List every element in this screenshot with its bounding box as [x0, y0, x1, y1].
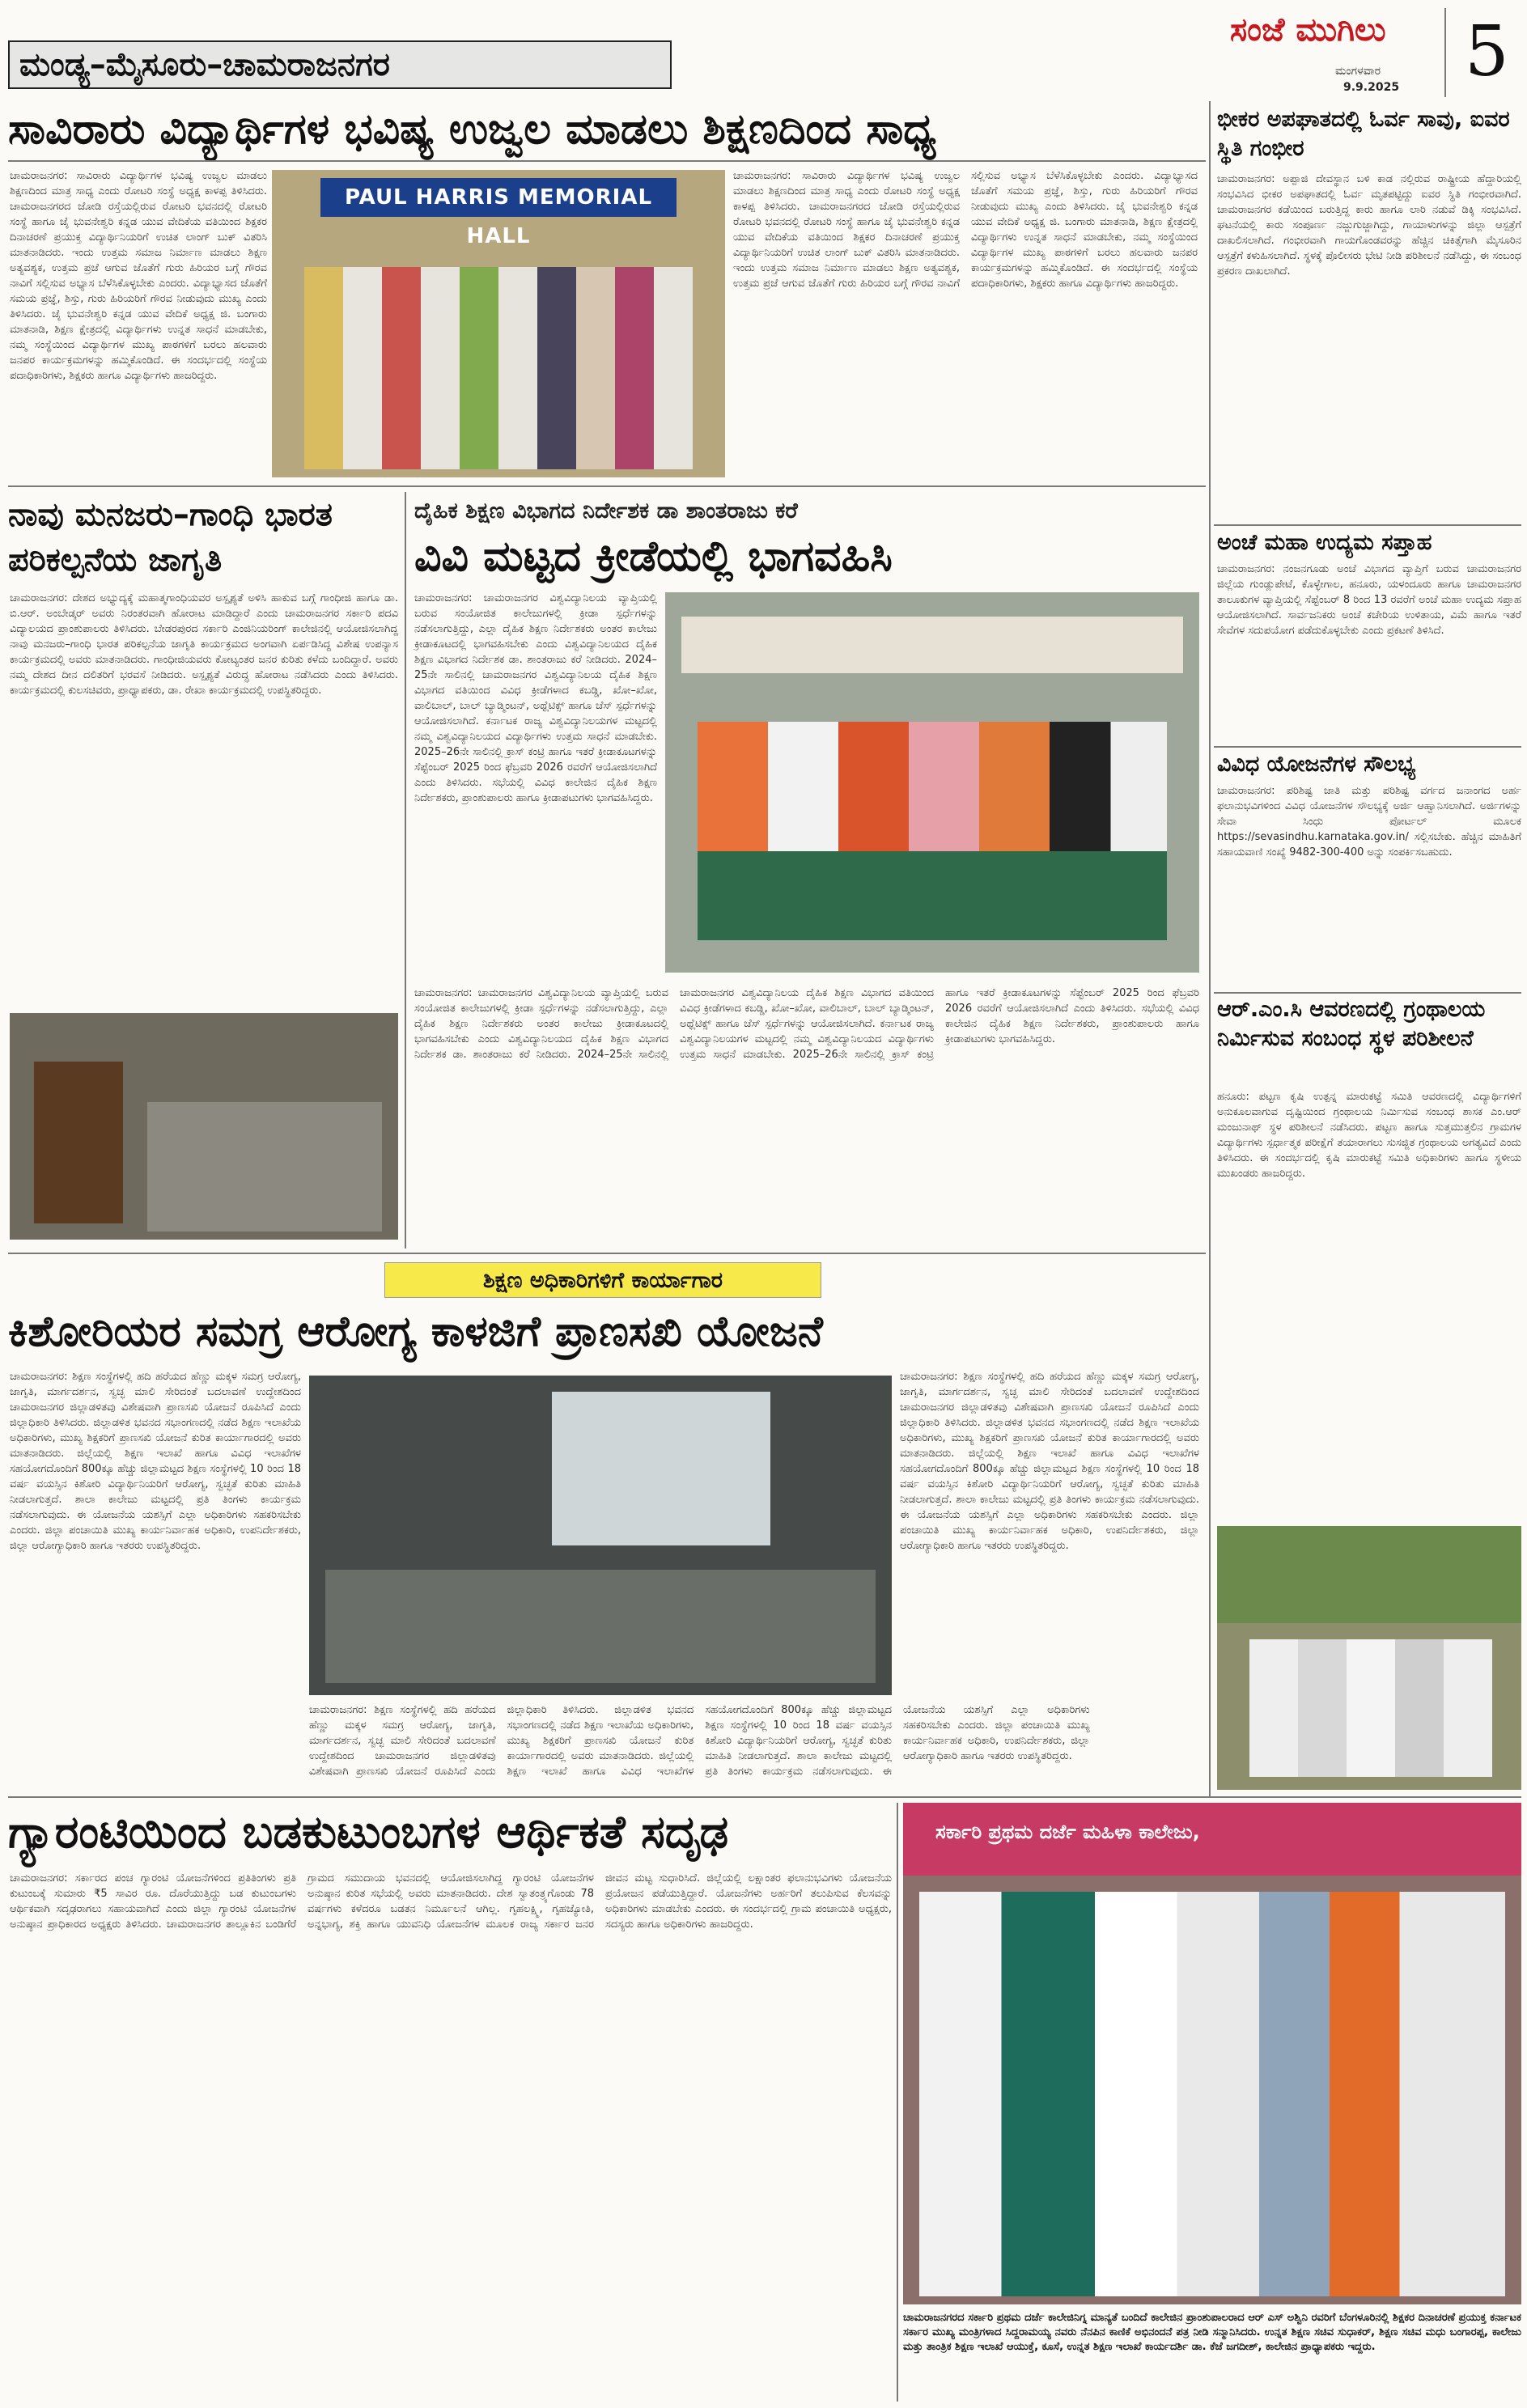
officials-group — [1249, 1639, 1492, 1777]
sidebar-s4-headline: ಆರ್.ಎಂ.ಸಿ ಆವರಣದಲ್ಲಿ ಗ್ರಂಥಾಲಯ ನಿರ್ಮಿಸುವ ಸಂಬಂಧ ಸ್ಥಳ ಪರಿಶೀಲನೆ — [1217, 997, 1486, 1051]
hall-banner: PAUL HARRIS MEMORIAL HALL — [320, 178, 677, 217]
story4-kicker-text: ಶಿಕ್ಷಣ ಅಧಿಕಾರಿಗಳಿಗೆ ಕಾರ್ಯಾಗಾರ — [482, 1268, 723, 1293]
sidebar-s2-body: ಚಾಮರಾಜನಗರ: ನಂಜನಗೂಡು ಅಂಚೆ ವಿಭಾಗದ ವ್ಯಾಪ್ತಿಗೆ ಬರುವ ಚಾಮರಾಜನಗರ ಜಿಲ್ಲೆಯ ಗುಂಡ್ಲುಪೇಟೆ, ಕೊಳ್ಳೇಗಾಲ, ಹನೂರು, ಯಳಂದೂರು ಹಾಗೂ ಚಾಮರಾಜನಗರ ತಾಲೂಕುಗಳ ವ್ಯಾಪ್ತಿಯಲ್ಲಿ ಸೆಪ್ಟೆಂಬರ್ 8 ರಿಂದ 13 ರವರೆಗೆ ಅಂಚೆ ಮಹಾ ಉದ್ಯಮ ಸಪ್ತಾಹ ಆಯೋಜಿಸಲಾಗಿದೆ. ಸಾರ್ವಜನಿಕರು ಅಂಚೆ ಕಚೇರಿಯ ಉಳಿತಾಯ, ವಿಮೆ ಹಾಗೂ ಇತರೆ ಸೇವೆಗಳ ಸದುಪಯೋಗ ಪಡೆದುಕೊಳ್ಳಬೇಕು ಎಂದು ಪ್ರಕಟಣೆ ತಿಳಿಸಿದೆ. — [1217, 563, 1521, 637]
story2-photo — [10, 1013, 398, 1240]
story4-kicker — [384, 1262, 821, 1298]
story1-photo — [272, 170, 725, 477]
story4-body-right: ಚಾಮರಾಜನಗರ: ಶಿಕ್ಷಣ ಸಂಸ್ಥೆಗಳಲ್ಲಿ ಹದಿ ಹರೆಯದ ಹೆಣ್ಣು ಮಕ್ಕಳ ಸಮಗ್ರ ಆರೋಗ್ಯ, ಜಾಗೃತಿ, ಮಾರ್ಗದರ್ಶನ, ಸ್ವಚ್ಛ ಮಾಲಿ ಸೇರಿದಂತೆ ಬದಲಾವಣೆ ಉದ್ದೇಶದಿಂದ ಚಾಮರಾಜನಗರ ಜಿಲ್ಲಾಡಳಿತವು ವಿಶೇಷವಾಗಿ ಪ್ರಾಣಸಖಿ ಯೋಜನೆ ರೂಪಿಸಿದೆ ಎಂದು ಜಿಲ್ಲಾಧಿಕಾರಿ ತಿಳಿಸಿದರು. ಜಿಲ್ಲಾಡಳಿತ ಭವನದ ಸಭಾಂಗಣದಲ್ಲಿ ನಡೆದ ಶಿಕ್ಷಣ ಇಲಾಖೆಯ ಅಧಿಕಾರಿಗಳು, ಮುಖ್ಯ ಶಿಕ್ಷಕರಿಗೆ ಪ್ರಾಣಸಖಿ ಯೋಜನೆ ಕುರಿತ ಕಾರ್ಯಾಗಾರದಲ್ಲಿ ಅವರು ಮಾತನಾಡಿದರು. ಜಿಲ್ಲೆಯಲ್ಲಿ ಶಿಕ್ಷಣ ಇಲಾಖೆ ಹಾಗೂ ವಿವಿಧ ಇಲಾಖೆಗಳ ಸಹಯೋಗದೊಂದಿಗೆ 800ಕ್ಕೂ ಹೆಚ್ಚು ಜಿಲ್ಲಾಮಟ್ಟದ ಶಿಕ್ಷಣ ಸಂಸ್ಥೆಗಳಲ್ಲಿ 10 ರಿಂದ 18 ವರ್ಷ ವಯಸ್ಸಿನ ಕಿಶೋರಿ ವಿದ್ಯಾರ್ಥಿನಿಯರಿಗೆ ಆರೋಗ್ಯ, ಸ್ವಚ್ಛತೆ ಕುರಿತು ಮಾಹಿತಿ ನೀಡಲಾಗುತ್ತದೆ. ಶಾಲಾ ಕಾಲೇಜು ಮಟ್ಟದಲ್ಲಿ ಪ್ರತಿ ತಿಂಗಳು ಕಾರ್ಯಕ್ರಮ ನಡೆಸಲಾಗುವುದು. ಈ ಯೋಜನೆಯ ಯಶಸ್ಸಿಗೆ ಎಲ್ಲಾ ಅಧಿಕಾರಿಗಳು ಸಹಕರಿಸಬೇಕು ಎಂದರು. ಜಿಲ್ಲಾ ಪಂಚಾಯಿತಿ ಮುಖ್ಯ ಕಾರ್ಯನಿರ್ವಾಹಕ ಅಧಿಕಾರಿ, ಉಪನಿರ್ದೇಶಕರು, ಜಿಲ್ಲಾ ಆರೋಗ್ಯಾಧಿಕಾರಿ ಹಾಗೂ ಇತರರು ಉಪಸ್ಥಿತರಿದ್ದರು. — [900, 1371, 1199, 1552]
story4-headline: ಕಿಶೋರಿಯರ ಸಮಗ್ರ ಆರೋಗ್ಯ ಕಾಳಜಿಗೆ ಪ್ರಾಣಸಖಿ ಯೋಜನೆ — [8, 1308, 823, 1356]
page-number: 5 — [1465, 11, 1509, 92]
sidebar-s1-body: ಚಾಮರಾಜನಗರ: ಅಪ್ಪಾಜಿ ದೇವಸ್ಥಾನ ಬಳಿ ಕಾಡ ನಲ್ಲಿರುವ ರಾಷ್ಟ್ರೀಯ ಹೆದ್ದಾರಿಯಲ್ಲಿ ಸಂಭವಿಸಿದ ಭೀಕರ ಅಪಘಾತದಲ್ಲಿ ಓರ್ವ ಮೃತಪಟ್ಟಿದ್ದು ಐವರ ಸ್ಥಿತಿ ಗಂಭೀರವಾಗಿದೆ. ಚಾಮರಾಜನಗರ ಕಡೆಯಿಂದ ಬರುತ್ತಿದ್ದ ಕಾರು ಹಾಗೂ ಲಾರಿ ನಡುವೆ ಡಿಕ್ಕಿ ಸಂಭವಿಸಿದೆ. ಘಟನೆಯಲ್ಲಿ ಕಾರು ಸಂಪೂರ್ಣ ನಜ್ಜುಗುಜ್ಜಾಗಿದ್ದು, ಗಾಯಾಳುಗಳನ್ನು ಜಿಲ್ಲಾ ಆಸ್ಪತ್ರೆಗೆ ದಾಖಲಿಸಲಾಗಿದೆ. ಗಂಭೀರವಾಗಿ ಗಾಯಗೊಂಡವರನ್ನು ಹೆಚ್ಚಿನ ಚಿಕಿತ್ಸೆಗಾಗಿ ಮೈಸೂರಿನ ಆಸ್ಪತ್ರೆಗೆ ಕಳುಹಿಸಲಾಗಿದೆ. ಸ್ಥಳಕ್ಕೆ ಪೊಲೀಸರು ಭೇಟಿ ನೀಡಿ ಪರಿಶೀಲನೆ ನಡೆಸಿದ್ದು, ಈ ಸಂಬಂಧ ಪ್ರಕರಣ ದಾಖಲಾಗಿದೆ. — [1217, 173, 1521, 278]
col-divider — [405, 492, 406, 1249]
divider — [8, 1253, 1206, 1254]
divider — [8, 1796, 1521, 1798]
story5-photo — [903, 1803, 1521, 2304]
publication-date: 9.9.2025 — [1343, 81, 1400, 94]
col-divider — [897, 1803, 898, 2402]
speaker-podium — [34, 1062, 123, 1223]
story3-body-top: ಚಾಮರಾಜನಗರ: ಚಾಮರಾಜನಗರ ವಿಶ್ವವಿದ್ಯಾನಿಲಯ ವ್ಯಾಪ್ತಿಯಲ್ಲಿ ಬರುವ ಸಂಯೋಜಿತ ಕಾಲೇಜುಗಳಲ್ಲಿ ಕ್ರೀಡಾ ಸ್ಪರ್ಧೆಗಳನ್ನು ನಡೆಸಲಾಗುತ್ತಿದ್ದು, ಎಲ್ಲಾ ದೈಹಿಕ ಶಿಕ್ಷಣ ನಿರ್ದೇಶಕರು ಅಂತರ ಕಾಲೇಜು ಕ್ರೀಡಾಕೂಟದಲ್ಲಿ ಭಾಗವಹಿಸಬೇಕು ಎಂದು ವಿಶ್ವವಿದ್ಯಾನಿಲಯದ ದೈಹಿಕ ಶಿಕ್ಷಣ ವಿಭಾಗದ ನಿರ್ದೇಶಕ ಡಾ. ಶಾಂತರಾಜು ಕರೆ ನೀಡಿದರು. 2024–25ನೇ ಸಾಲಿನಲ್ಲಿ ಚಾಮರಾಜನಗರ ವಿಶ್ವವಿದ್ಯಾನಿಲಯ ದೈಹಿಕ ಶಿಕ್ಷಣ ವಿಭಾಗದ ವತಿಯಿಂದ ವಿವಿಧ ಕ್ರೀಡೆಗಳಾದ ಕಬಡ್ಡಿ, ಖೋ–ಖೋ, ವಾಲಿಬಾಲ್, ಬಾಲ್ ಬ್ಯಾಡ್ಮಿಂಟನ್, ಅಥ್ಲೆಟಿಕ್ಸ್ ಹಾಗೂ ಚೆಸ್ ಸ್ಪರ್ಧೆಗಳನ್ನು ಆಯೋಜಿಸಲಾಗಿದೆ. ಕರ್ನಾಟಕ ರಾಜ್ಯ ವಿಶ್ವವಿದ್ಯಾನಿಲಯಗಳ ಮಟ್ಟದಲ್ಲಿ ನಮ್ಮ ವಿಶ್ವವಿದ್ಯಾನಿಲಯದ ವಿದ್ಯಾರ್ಥಿಗಳು ಉತ್ತಮ ಸಾಧನೆ ಮಾಡಬೇಕು. 2025–26ನೇ ಸಾಲಿನಲ್ಲಿ ಕ್ರಾಸ್ ಕಂಟ್ರಿ ಹಾಗೂ ಇತರೆ ಕ್ರೀಡಾಕೂಟಗಳನ್ನು ಸೆಪ್ಟೆಂಬರ್ 2025 ರಿಂದ ಫೆಬ್ರವರಿ 2026 ರವರೆಗೆ ಆಯೋಜಿಸಲಾಗಿದೆ ಎಂದು ತಿಳಿಸಿದರು. ಸಭೆಯಲ್ಲಿ ವಿವಿಧ ಕಾಲೇಜಿನ ದೈಹಿಕ ಶಿಕ್ಷಣ ನಿರ್ದೇಶಕರು, ಪ್ರಾಂಶುಪಾಲರು ಹಾಗೂ ಕ್ರೀಡಾಪಟುಗಳು ಭಾಗವಹಿಸಿದ್ದರು. — [414, 592, 657, 804]
story5-caption: ಚಾಮರಾಜನಗರದ ಸರ್ಕಾರಿ ಪ್ರಥಮ ದರ್ಜೆ ಕಾಲೇಜಿನಿಗ್ನ ಮಾನ್ಯತೆ ಬಂದಿದೆ ಕಾಲೇಜಿನ ಪ್ರಾಂಶುಪಾಲರಾದ ಆರ್ ಎಸ್ ಅಶ್ವಿನಿ ರವರಿಗೆ ಬೆಂಗಳೂರಿನಲ್ಲಿ ಶಿಕ್ಷಕರ ದಿನಾಚರಣೆ ಪ್ರಯುಕ್ತ ಕರ್ನಾಟಕ ಸರ್ಕಾರ ಮುಖ್ಯ ಮಂತ್ರಿಗಳಾದ ಸಿದ್ದರಾಮಯ್ಯ ನವರು ನೆನಪಿನ ಕಾಣಿಕೆ ಅಭಿನಂದನೆ ಪತ್ರ ನೀಡಿ ಸನ್ಮಾನಿಸಿದರು. ಉನ್ನತ ಶಿಕ್ಷಣ ಸಚಿವ ಸುಧಾಕರ್, ಶಿಕ್ಷಣ ಸಚಿವ ಮಧು ಬಂಗಾರಪ್ಪ, ಕಾಲೇಜು ಮತ್ತು ತಾಂತ್ರಿಕ ಶಿಕ್ಷಣ ಇಲಾಖೆ ಆಯುಕ್ತೆ, ಕೂಸೆ, ಉನ್ನತ ಶಿಕ್ಷಣ ಇಲಾಖೆ ಕಾರ್ಯದರ್ಶಿ ಡಾ. ಕೆಜೆ ಜಗದೀಶ್, ಕಾಲೇಜಿನ ಪ್ರಾಧ್ಯಾಪಕರು ಇದ್ದರು. — [903, 2312, 1521, 2353]
divider — [8, 485, 1206, 487]
story3-body-bottom: ಚಾಮರಾಜನಗರ: ಚಾಮರಾಜನಗರ ವಿಶ್ವವಿದ್ಯಾನಿಲಯ ವ್ಯಾಪ್ತಿಯಲ್ಲಿ ಬರುವ ಸಂಯೋಜಿತ ಕಾಲೇಜುಗಳಲ್ಲಿ ಕ್ರೀಡಾ ಸ್ಪರ್ಧೆಗಳನ್ನು ನಡೆಸಲಾಗುತ್ತಿದ್ದು, ಎಲ್ಲಾ ದೈಹಿಕ ಶಿಕ್ಷಣ ನಿರ್ದೇಶಕರು ಅಂತರ ಕಾಲೇಜು ಕ್ರೀಡಾಕೂಟದಲ್ಲಿ ಭಾಗವಹಿಸಬೇಕು ಎಂದು ವಿಶ್ವವಿದ್ಯಾನಿಲಯದ ದೈಹಿಕ ಶಿಕ್ಷಣ ವಿಭಾಗದ ನಿರ್ದೇಶಕ ಡಾ. ಶಾಂತರಾಜು ಕರೆ ನೀಡಿದರು. 2024–25ನೇ ಸಾಲಿನಲ್ಲಿ ಚಾಮರಾಜನಗರ ವಿಶ್ವವಿದ್ಯಾನಿಲಯ ದೈಹಿಕ ಶಿಕ್ಷಣ ವಿಭಾಗದ ವತಿಯಿಂದ ವಿವಿಧ ಕ್ರೀಡೆಗಳಾದ ಕಬಡ್ಡಿ, ಖೋ–ಖೋ, ವಾಲಿಬಾಲ್, ಬಾಲ್ ಬ್ಯಾಡ್ಮಿಂಟನ್, ಅಥ್ಲೆಟಿಕ್ಸ್ ಹಾಗೂ ಚೆಸ್ ಸ್ಪರ್ಧೆಗಳನ್ನು ಆಯೋಜಿಸಲಾಗಿದೆ. ಕರ್ನಾಟಕ ರಾಜ್ಯ ವಿಶ್ವವಿದ್ಯಾನಿಲಯಗಳ ಮಟ್ಟದಲ್ಲಿ ನಮ್ಮ ವಿಶ್ವವಿದ್ಯಾನಿಲಯದ ವಿದ್ಯಾರ್ಥಿಗಳು ಉತ್ತಮ ಸಾಧನೆ ಮಾಡಬೇಕು. 2025–26ನೇ ಸಾಲಿನಲ್ಲಿ ಕ್ರಾಸ್ ಕಂಟ್ರಿ ಹಾಗೂ ಇತರೆ ಕ್ರೀಡಾಕೂಟಗಳನ್ನು ಸೆಪ್ಟೆಂಬರ್ 2025 ರಿಂದ ಫೆಬ್ರವರಿ 2026 ರವರೆಗೆ ಆಯೋಜಿಸಲಾಗಿದೆ ಎಂದು ತಿಳಿಸಿದರು. ಸಭೆಯಲ್ಲಿ ವಿವಿಧ ಕಾಲೇಜಿನ ದೈಹಿಕ ಶಿಕ್ಷಣ ನಿರ್ದೇಶಕರು, ಪ್ರಾಂಶುಪಾಲರು ಹಾಗೂ ಕ್ರೀಡಾಪಟುಗಳು ಭಾಗವಹಿಸಿದ್ದರು. — [414, 987, 1199, 1061]
masthead-divider — [1444, 8, 1446, 97]
story3-kicker: ದೈಹಿಕ ಶಿಕ್ಷಣ ವಿಭಾಗದ ನಿರ್ದೇಶಕ ಡಾ ಶಾಂತರಾಜು ಕರೆ — [414, 498, 798, 524]
divider — [1214, 746, 1521, 748]
story5-headline: ಗ್ಯಾರಂಟಿಯಿಂದ ಬಡಕುಟುಂಬಗಳ ಆರ್ಥಿಕತೆ ಸದೃಢ — [8, 1806, 729, 1859]
story2-body: ಚಾಮರಾಜನಗರ: ದೇಶದ ಅಭ್ಯುದ್ಯಕ್ಕೆ ಮಹಾತ್ಮಗಾಂಧಿಯವರ ಅಸ್ಪೃಶ್ಯತೆ ಅಳಿಸಿ ಹಾಕುವ ಬಗ್ಗೆ ಗಾಂಧೀಜಿ ಹಾಗೂ ಡಾ. ಬಿ.ಆರ್. ಅಂಬೇಡ್ಕರ್ ಅವರು ನಿರಂತರವಾಗಿ ಹೋರಾಟ ಮಾಡಿದ್ದಾರೆ ಎಂದು ಚಾಮರಾಜನಗರ ಸರ್ಕಾರಿ ಪದವಿ ವಿದ್ಯಾಲಯದ ಪ್ರಾಂಶುಪಾಲರು ತಿಳಿಸಿದರು. ಬೇಡರಪುರದ ಸರ್ಕಾರಿ ಎಂಜಿನಿಯರಿಂಗ್ ಕಾಲೇಜಿನಲ್ಲಿ ಆಯೋಜಿಸಲಾಗಿದ್ದ ನಾವು ಮನಜರು–ಗಾಂಧಿ ಭಾರತ ಪರಿಕಲ್ಪನೆಯ ಜಾಗೃತಿ ಕಾರ್ಯಕ್ರಮದ ಅಂಗವಾಗಿ ಏರ್ಪಡಿಸಿದ್ದ ವಿಶೇಷ ಉಪನ್ಯಾಸ ಕಾರ್ಯಕ್ರಮದಲ್ಲಿ ಅವರು ಮಾತನಾಡಿದರು. ಗಾಂಧೀಜಿಯವರು ಕೋಟ್ಯಂತರ ಜನರ ಕುರಿತು ಕಳೆದು ಬಂದಿದ್ದಾರೆ. ಅವರು ನಮ್ಮ ದೇಶದ ದೀನ ದಲಿತರಿಗೆ ಭರವಸೆ ನೀಡಿದರು. ಅಸ್ಪೃಶ್ಯತೆ ವಿರುದ್ಧ ಹೋರಾಟ ನಡೆಸಿದರು ಎಂದು ತಿಳಿಸಿದರು. ಕಾರ್ಯಕ್ರಮದಲ್ಲಿ ಕುಲಸಚಿವರು, ಪ್ರಾಧ್ಯಾಪಕರು, ಡಾ. ರೇಖಾ ಕಾರ್ಯಕ್ರಮದಲ್ಲಿ ಉಪಸ್ಥಿತರಿದ್ದರು. — [10, 592, 398, 697]
sidebar-s3-headline: ವಿವಿಧ ಯೋಜನೆಗಳ ಸೌಲಭ್ಯ — [1217, 752, 1416, 777]
story4-body-bottom: ಚಾಮರಾಜನಗರ: ಶಿಕ್ಷಣ ಸಂಸ್ಥೆಗಳಲ್ಲಿ ಹದಿ ಹರೆಯದ ಹೆಣ್ಣು ಮಕ್ಕಳ ಸಮಗ್ರ ಆರೋಗ್ಯ, ಜಾಗೃತಿ, ಮಾರ್ಗದರ್ಶನ, ಸ್ವಚ್ಛ ಮಾಲಿ ಸೇರಿದಂತೆ ಬದಲಾವಣೆ ಉದ್ದೇಶದಿಂದ ಚಾಮರಾಜನಗರ ಜಿಲ್ಲಾಡಳಿತವು ವಿಶೇಷವಾಗಿ ಪ್ರಾಣಸಖಿ ಯೋಜನೆ ರೂಪಿಸಿದೆ ಎಂದು ಜಿಲ್ಲಾಧಿಕಾರಿ ತಿಳಿಸಿದರು. ಜಿಲ್ಲಾಡಳಿತ ಭವನದ ಸಭಾಂಗಣದಲ್ಲಿ ನಡೆದ ಶಿಕ್ಷಣ ಇಲಾಖೆಯ ಅಧಿಕಾರಿಗಳು, ಮುಖ್ಯ ಶಿಕ್ಷಕರಿಗೆ ಪ್ರಾಣಸಖಿ ಯೋಜನೆ ಕುರಿತ ಕಾರ್ಯಾಗಾರದಲ್ಲಿ ಅವರು ಮಾತನಾಡಿದರು. ಜಿಲ್ಲೆಯಲ್ಲಿ ಶಿಕ್ಷಣ ಇಲಾಖೆ ಹಾಗೂ ವಿವಿಧ ಇಲಾಖೆಗಳ ಸಹಯೋಗದೊಂದಿಗೆ 800ಕ್ಕೂ ಹೆಚ್ಚು ಜಿಲ್ಲಾಮಟ್ಟದ ಶಿಕ್ಷಣ ಸಂಸ್ಥೆಗಳಲ್ಲಿ 10 ರಿಂದ 18 ವರ್ಷ ವಯಸ್ಸಿನ ಕಿಶೋರಿ ವಿದ್ಯಾರ್ಥಿನಿಯರಿಗೆ ಆರೋಗ್ಯ, ಸ್ವಚ್ಛತೆ ಕುರಿತು ಮಾಹಿತಿ ನೀಡಲಾಗುತ್ತದೆ. ಶಾಲಾ ಕಾಲೇಜು ಮಟ್ಟದಲ್ಲಿ ಪ್ರತಿ ತಿಂಗಳು ಕಾರ್ಯಕ್ರಮ ನಡೆಸಲಾಗುವುದು. ಈ ಯೋಜನೆಯ ಯಶಸ್ಸಿಗೆ ಎಲ್ಲಾ ಅಧಿಕಾರಿಗಳು ಸಹಕರಿಸಬೇಕು ಎಂದರು. ಜಿಲ್ಲಾ ಪಂಚಾಯಿತಿ ಮುಖ್ಯ ಕಾರ್ಯನಿರ್ವಾಹಕ ಅಧಿಕಾರಿ, ಉಪನಿರ್ದೇಶಕರು, ಜಿಲ್ಲಾ ಆರೋಗ್ಯಾಧಿಕಾರಿ ಹಾಗೂ ಇತರರು ಉಪಸ್ಥಿತರಿದ್ದರು. — [309, 1704, 1090, 1778]
stage-banner — [903, 1803, 1521, 1876]
banner-board — [681, 617, 1183, 673]
sidebar-divider — [1209, 101, 1211, 1796]
divider — [1214, 992, 1521, 994]
sidebar-s1-headline: ಭೀಕರ ಅಪಘಾತದಲ್ಲಿ ಓರ್ವ ಸಾವು, ಐವರ ಸ್ಥಿತಿ ಗಂಭೀರ — [1217, 107, 1510, 161]
story3-photo — [665, 592, 1199, 973]
paper-logo — [1230, 11, 1449, 60]
audience — [147, 1102, 382, 1232]
audience-seats — [325, 1570, 876, 1683]
stage-banner-text: ಸರ್ಕಾರಿ ಪ್ರಥಮ ದರ್ಜೆ ಮಹಿಳಾ ಕಾಲೇಜು, — [935, 1821, 1200, 1843]
tree-canopy — [1217, 1526, 1521, 1623]
story1-body-right: ಚಾಮರಾಜನಗರ: ಸಾವಿರಾರು ವಿದ್ಯಾರ್ಥಿಗಳ ಭವಿಷ್ಯ ಉಜ್ವಲ ಮಾಡಲು ಶಿಕ್ಷಣದಿಂದ ಮಾತ್ರ ಸಾಧ್ಯ ಎಂದು ರೋಟರಿ ಸಂಸ್ಥೆ ಅಧ್ಯಕ್ಷ ಕಾಳಪ್ಪ ತಿಳಿಸಿದರು. ಚಾಮರಾಜನಗರದ ಜೋಡಿ ರಸ್ತೆಯಲ್ಲಿರುವ ರೋಟರಿ ಭವನದಲ್ಲಿ ರೋಟರಿ ಸಂಸ್ಥೆ ಹಾಗೂ ಜೈ ಭುವನೇಶ್ವರಿ ಕನ್ನಡ ಯುವ ವೇದಿಕೆಯ ವತಿಯಿಂದ ಶಿಕ್ಷಕರ ದಿನಾಚರಣೆ ಪ್ರಯುಕ್ತ ವಿದ್ಯಾರ್ಥಿನಿಯರಿಗೆ ಉಚಿತ ಲಾಂಗ್ ಬುಕ್ ವಿತರಿಸಿ ಮಾತನಾಡಿದರು. ಇಂದು ಉತ್ತಮ ಸಮಾಜ ನಿರ್ಮಾಣ ಮಾಡಲು ಶಿಕ್ಷಣ ಅತ್ಯವಶ್ಯಕ, ಉತ್ತಮ ಪ್ರಜೆ ಆಗುವ ಜೊತೆಗೆ ಗುರು ಹಿರಿಯರ ಬಗ್ಗೆ ಗೌರವ ನಾವಿಗೆ ಸಲ್ಲಿಸುವ ಅಭ್ಯಾಸ ಬೆಳೆಸಿಕೊಳ್ಳಬೇಕು ಎಂದರು. ವಿದ್ಯಾಭ್ಯಾಸದ ಜೊತೆಗೆ ಸಮಯ ಪ್ರಜ್ಞೆ, ಶಿಸ್ತು, ಗುರು ಹಿರಿಯರಿಗೆ ಗೌರವ ನೀಡುವುದು ಮುಖ್ಯ ಎಂದು ತಿಳಿಸಿದರು. ಜೈ ಭುವನೇಶ್ವರಿ ಕನ್ನಡ ಯುವ ವೇದಿಕೆ ಅಧ್ಯಕ್ಷ ಜಿ. ಬಂಗಾರು ಮಾತನಾಡಿ, ಶಿಕ್ಷಣ ಕ್ಷೇತ್ರದಲ್ಲಿ ವಿದ್ಯಾರ್ಥಿಗಳು ಉನ್ನತ ಸಾಧನೆ ಮಾಡಬೇಕು, ನಮ್ಮ ಸಂಸ್ಥೆಯಿಂದ ವಿದ್ಯಾರ್ಥಿಗಳ ಮುಖ್ಯ ಪಾಠಗಳಿಗೆ ಬರಲು ಹಲವಾರು ಜನಪರ ಕಾರ್ಯಕ್ರಮಗಳನ್ನು ಹಮ್ಮಿಕೊಂಡಿದೆ. ಈ ಸಂದರ್ಭದಲ್ಲಿ ಸಂಸ್ಥೆಯ ಪದಾಧಿಕಾರಿಗಳು, ಶಿಕ್ಷಕರು ಹಾಗೂ ವಿದ್ಯಾರ್ಥಿಗಳು ಹಾಜರಿದ್ದರು. — [733, 170, 1198, 290]
sidebar-s4-body: ಹನೂರು: ಪಟ್ಟಣ ಕೃಷಿ ಉತ್ಪನ್ನ ಮಾರುಕಟ್ಟೆ ಸಮಿತಿ ಆವರಣದಲ್ಲಿ ವಿದ್ಯಾರ್ಥಿಗಳಿಗೆ ಅನುಕೂಲವಾಗುವ ದೃಷ್ಟಿಯಿಂದ ಗ್ರಂಥಾಲಯ ನಿರ್ಮಿಸುವ ಸಂಬಂಧ ಶಾಸಕ ಎಂ.ಆರ್ ಮಂಜುನಾಥ್ ಸ್ಥಳ ಪರಿಶೀಲನೆ ನಡೆಸಿದರು. ಪಟ್ಟಣ ಹಾಗೂ ಸುತ್ತಮುತ್ತಲಿನ ಗ್ರಾಮಗಳ ವಿದ್ಯಾರ್ಥಿಗಳು ಸ್ಪರ್ಧಾತ್ಮಕ ಪರೀಕ್ಷೆಗೆ ತಯಾರಾಗಲು ಸುಸಜ್ಜಿತ ಗ್ರಂಥಾಲಯ ಅಗತ್ಯವಿದೆ ಎಂದು ತಿಳಿಸಿದರು. ಈ ಸಂದರ್ಭದಲ್ಲಿ ಕೃಷಿ ಮಾರುಕಟ್ಟೆ ಸಮಿತಿ ಅಧಿಕಾರಿಗಳು ಹಾಗೂ ಸ್ಥಳೀಯ ಮುಖಂಡರು ಹಾಜರಿದ್ದರು. — [1217, 1091, 1521, 1180]
award-group — [919, 1892, 1505, 2296]
students-group — [304, 267, 693, 469]
story1-headline: ಸಾವಿರಾರು ವಿದ್ಯಾರ್ಥಿಗಳ ಭವಿಷ್ಯ ಉಜ್ವಲ ಮಾಡಲು ಶಿಕ್ಷಣದಿಂದ ಸಾಧ್ಯ — [8, 105, 936, 154]
headline-rule — [8, 160, 1206, 162]
dais-table — [698, 851, 1167, 940]
story5-body: ಚಾಮರಾಜನಗರ: ಸರ್ಕಾರದ ಪಂಚ ಗ್ಯಾರಂಟಿ ಯೋಜನೆಗಳಿಂದ ಪ್ರತಿತಿಂಗಳು ಪ್ರತಿ ಕುಟುಂಬಕ್ಕೆ ಸುಮಾರು ₹5 ಸಾವಿರ ರೂ. ದೊರೆಯುತ್ತಿದ್ದು ಬಡ ಕುಟುಂಬಗಳು ಆರ್ಥಿಕವಾಗಿ ಸದೃಢರಾಗಲು ಸಹಾಯವಾಗಿದೆ ಎಂದು ಜಿಲ್ಲಾ ಗ್ಯಾರಂಟಿ ಯೋಜನೆಗಳ ಅನುಷ್ಠಾನ ಪ್ರಾಧಿಕಾರದ ಅಧ್ಯಕ್ಷರು ತಿಳಿಸಿದರು. ಚಾಮರಾಜನಗರ ತಾಲ್ಲೂಕಿನ ಬಂಡಿಗೆರೆ ಗ್ರಾಮದ ಸಮುದಾಯ ಭವನದಲ್ಲಿ ಆಯೋಜಿಸಲಾಗಿದ್ದ ಗ್ಯಾರಂಟಿ ಯೋಜನೆಗಳ ಅನುಷ್ಠಾನ ಕುರಿತ ಸಭೆಯಲ್ಲಿ ಅವರು ಮಾತನಾಡಿದರು. ದೇಶ ಸ್ವಾತಂತ್ರ್ಯಗೊಂಡು 78 ವರ್ಷಗಳು ಕಳೆದರೂ ಬಡತನ ನಿರ್ಮೂಲನೆ ಆಗಿಲ್ಲ. ಗೃಹಲಕ್ಷ್ಮಿ, ಗೃಹಜ್ಯೋತಿ, ಅನ್ನಭಾಗ್ಯ, ಶಕ್ತಿ ಹಾಗೂ ಯುವನಿಧಿ ಯೋಜನೆಗಳ ಮೂಲಕ ರಾಜ್ಯ ಸರ್ಕಾರ ಜನರ ಜೀವನ ಮಟ್ಟ ಸುಧಾರಿಸಿದೆ. ಜಿಲ್ಲೆಯಲ್ಲಿ ಲಕ್ಷಾಂತರ ಫಲಾನುಭವಿಗಳು ಯೋಜನೆಯ ಪ್ರಯೋಜನ ಪಡೆಯುತ್ತಿದ್ದಾರೆ. ಯೋಜನೆಗಳು ಅರ್ಹರಿಗೆ ತಲುಪಿಸುವ ಕೆಲಸವನ್ನು ಅಧಿಕಾರಿಗಳು ಮಾಡಬೇಕು ಎಂದರು. ಈ ಸಂದರ್ಭದಲ್ಲಿ ಗ್ರಾಮ ಪಂಚಾಯಿತಿ ಅಧ್ಯಕ್ಷರು, ಸದಸ್ಯರು ಹಾಗೂ ಅಧಿಕಾರಿಗಳು ಹಾಜರಿದ್ದರು. — [10, 1872, 892, 1931]
guests-row — [698, 722, 1167, 851]
projector-screen — [552, 1392, 770, 1545]
story3-headline: ವಿವಿ ಮಟ್ಟದ ಕ್ರೀಡೆಯಲ್ಲಿ ಭಾಗವಹಿಸಿ — [414, 532, 893, 581]
story1-body-left: ಚಾಮರಾಜನಗರ: ಸಾವಿರಾರು ವಿದ್ಯಾರ್ಥಿಗಳ ಭವಿಷ್ಯ ಉಜ್ವಲ ಮಾಡಲು ಶಿಕ್ಷಣದಿಂದ ಮಾತ್ರ ಸಾಧ್ಯ ಎಂದು ರೋಟರಿ ಸಂಸ್ಥೆ ಅಧ್ಯಕ್ಷ ಕಾಳಪ್ಪ ತಿಳಿಸಿದರು. ಚಾಮರಾಜನಗರದ ಜೋಡಿ ರಸ್ತೆಯಲ್ಲಿರುವ ರೋಟರಿ ಭವನದಲ್ಲಿ ರೋಟರಿ ಸಂಸ್ಥೆ ಹಾಗೂ ಜೈ ಭುವನೇಶ್ವರಿ ಕನ್ನಡ ಯುವ ವೇದಿಕೆಯ ವತಿಯಿಂದ ಶಿಕ್ಷಕರ ದಿನಾಚರಣೆ ಪ್ರಯುಕ್ತ ವಿದ್ಯಾರ್ಥಿನಿಯರಿಗೆ ಉಚಿತ ಲಾಂಗ್ ಬುಕ್ ವಿತರಿಸಿ ಮಾತನಾಡಿದರು. ಇಂದು ಉತ್ತಮ ಸಮಾಜ ನಿರ್ಮಾಣ ಮಾಡಲು ಶಿಕ್ಷಣ ಅತ್ಯವಶ್ಯಕ, ಉತ್ತಮ ಪ್ರಜೆ ಆಗುವ ಜೊತೆಗೆ ಗುರು ಹಿರಿಯರ ಬಗ್ಗೆ ಗೌರವ ನಾವಿಗೆ ಸಲ್ಲಿಸುವ ಅಭ್ಯಾಸ ಬೆಳೆಸಿಕೊಳ್ಳಬೇಕು ಎಂದರು. ವಿದ್ಯಾಭ್ಯಾಸದ ಜೊತೆಗೆ ಸಮಯ ಪ್ರಜ್ಞೆ, ಶಿಸ್ತು, ಗುರು ಹಿರಿಯರಿಗೆ ಗೌರವ ನೀಡುವುದು ಮುಖ್ಯ ಎಂದು ತಿಳಿಸಿದರು. ಜೈ ಭುವನೇಶ್ವರಿ ಕನ್ನಡ ಯುವ ವೇದಿಕೆ ಅಧ್ಯಕ್ಷ ಜಿ. ಬಂಗಾರು ಮಾತನಾಡಿ, ಶಿಕ್ಷಣ ಕ್ಷೇತ್ರದಲ್ಲಿ ವಿದ್ಯಾರ್ಥಿಗಳು ಉನ್ನತ ಸಾಧನೆ ಮಾಡಬೇಕು, ನಮ್ಮ ಸಂಸ್ಥೆಯಿಂದ ವಿದ್ಯಾರ್ಥಿಗಳ ಮುಖ್ಯ ಪಾಠಗಳಿಗೆ ಬರಲು ಹಲವಾರು ಜನಪರ ಕಾರ್ಯಕ್ರಮಗಳನ್ನು ಹಮ್ಮಿಕೊಂಡಿದೆ. ಈ ಸಂದರ್ಭದಲ್ಲಿ ಸಂಸ್ಥೆಯ ಪದಾಧಿಕಾರಿಗಳು, ಶಿಕ್ಷಕರು ಹಾಗೂ ವಿದ್ಯಾರ್ಥಿಗಳು ಹಾಜರಿದ್ದರು. — [10, 170, 267, 382]
story4-photo — [309, 1376, 892, 1695]
sidebar-s3-body: ಚಾಮರಾಜನಗರ: ಪರಿಶಿಷ್ಟ ಜಾತಿ ಮತ್ತು ಪರಿಶಿಷ್ಟ ವರ್ಗದ ಜನಾಂಗದ ಅರ್ಹ ಫಲಾನುಭವಿಗಳಿಂದ ವಿವಿಧ ಯೋಜನೆಗಳ ಸೌಲಭ್ಯಕ್ಕೆ ಅರ್ಜಿ ಆಹ್ವಾನಿಸಲಾಗಿದೆ. ಅರ್ಜಿಗಳನ್ನು ಸೇವಾ ಸಿಂಧು ಪೋರ್ಟಲ್ ಮೂಲಕ https://sevasindhu.karnataka.gov.in/ ಸಲ್ಲಿಸಬೇಕು. ಹೆಚ್ಚಿನ ಮಾಹಿತಿಗೆ ಸಹಾಯವಾಣಿ ಸಂಖ್ಯೆ 9482-300-400 ಅನ್ನು ಸಂಪರ್ಕಿಸಬಹುದು. — [1217, 785, 1521, 858]
divider — [1214, 524, 1521, 526]
publication-day: ಮಂಗಳವಾರ — [1335, 65, 1381, 78]
sidebar-s2-headline: ಅಂಚೆ ಮಹಾ ಉದ್ಯಮ ಸಪ್ತಾಹ — [1217, 530, 1432, 555]
story4-body-left: ಚಾಮರಾಜನಗರ: ಶಿಕ್ಷಣ ಸಂಸ್ಥೆಗಳಲ್ಲಿ ಹದಿ ಹರೆಯದ ಹೆಣ್ಣು ಮಕ್ಕಳ ಸಮಗ್ರ ಆರೋಗ್ಯ, ಜಾಗೃತಿ, ಮಾರ್ಗದರ್ಶನ, ಸ್ವಚ್ಛ ಮಾಲಿ ಸೇರಿದಂತೆ ಬದಲಾವಣೆ ಉದ್ದೇಶದಿಂದ ಚಾಮರಾಜನಗರ ಜಿಲ್ಲಾಡಳಿತವು ವಿಶೇಷವಾಗಿ ಪ್ರಾಣಸಖಿ ಯೋಜನೆ ರೂಪಿಸಿದೆ ಎಂದು ಜಿಲ್ಲಾಧಿಕಾರಿ ತಿಳಿಸಿದರು. ಜಿಲ್ಲಾಡಳಿತ ಭವನದ ಸಭಾಂಗಣದಲ್ಲಿ ನಡೆದ ಶಿಕ್ಷಣ ಇಲಾಖೆಯ ಅಧಿಕಾರಿಗಳು, ಮುಖ್ಯ ಶಿಕ್ಷಕರಿಗೆ ಪ್ರಾಣಸಖಿ ಯೋಜನೆ ಕುರಿತ ಕಾರ್ಯಾಗಾರದಲ್ಲಿ ಅವರು ಮಾತನಾಡಿದರು. ಜಿಲ್ಲೆಯಲ್ಲಿ ಶಿಕ್ಷಣ ಇಲಾಖೆ ಹಾಗೂ ವಿವಿಧ ಇಲಾಖೆಗಳ ಸಹಯೋಗದೊಂದಿಗೆ 800ಕ್ಕೂ ಹೆಚ್ಚು ಜಿಲ್ಲಾಮಟ್ಟದ ಶಿಕ್ಷಣ ಸಂಸ್ಥೆಗಳಲ್ಲಿ 10 ರಿಂದ 18 ವರ್ಷ ವಯಸ್ಸಿನ ಕಿಶೋರಿ ವಿದ್ಯಾರ್ಥಿನಿಯರಿಗೆ ಆರೋಗ್ಯ, ಸ್ವಚ್ಛತೆ ಕುರಿತು ಮಾಹಿತಿ ನೀಡಲಾಗುತ್ತದೆ. ಶಾಲಾ ಕಾಲೇಜು ಮಟ್ಟದಲ್ಲಿ ಪ್ರತಿ ತಿಂಗಳು ಕಾರ್ಯಕ್ರಮ ನಡೆಸಲಾಗುವುದು. ಈ ಯೋಜನೆಯ ಯಶಸ್ಸಿಗೆ ಎಲ್ಲಾ ಅಧಿಕಾರಿಗಳು ಸಹಕರಿಸಬೇಕು ಎಂದರು. ಜಿಲ್ಲಾ ಪಂಚಾಯಿತಿ ಮುಖ್ಯ ಕಾರ್ಯನಿರ್ವಾಹಕ ಅಧಿಕಾರಿ, ಉಪನಿರ್ದೇಶಕರು, ಜಿಲ್ಲಾ ಆರೋಗ್ಯಾಧಿಕಾರಿ ಹಾಗೂ ಇತರರು ಉಪಸ್ಥಿತರಿದ್ದರು. — [10, 1371, 301, 1552]
story2-headline: ನಾವು ಮನಜರು–ಗಾಂಧಿ ಭಾರತ ಪರಿಕಲ್ಪನೆಯ ಜಾಗೃತಿ — [8, 496, 333, 579]
paper-name: ಸಂಜೆ ಮುಗಿಲು — [1230, 11, 1386, 49]
sidebar-s4-photo — [1217, 1526, 1521, 1790]
section-title: ಮಂಡ್ಯ–ಮೈಸೂರು–ಚಾಮರಾಜನಗರ — [19, 46, 390, 83]
